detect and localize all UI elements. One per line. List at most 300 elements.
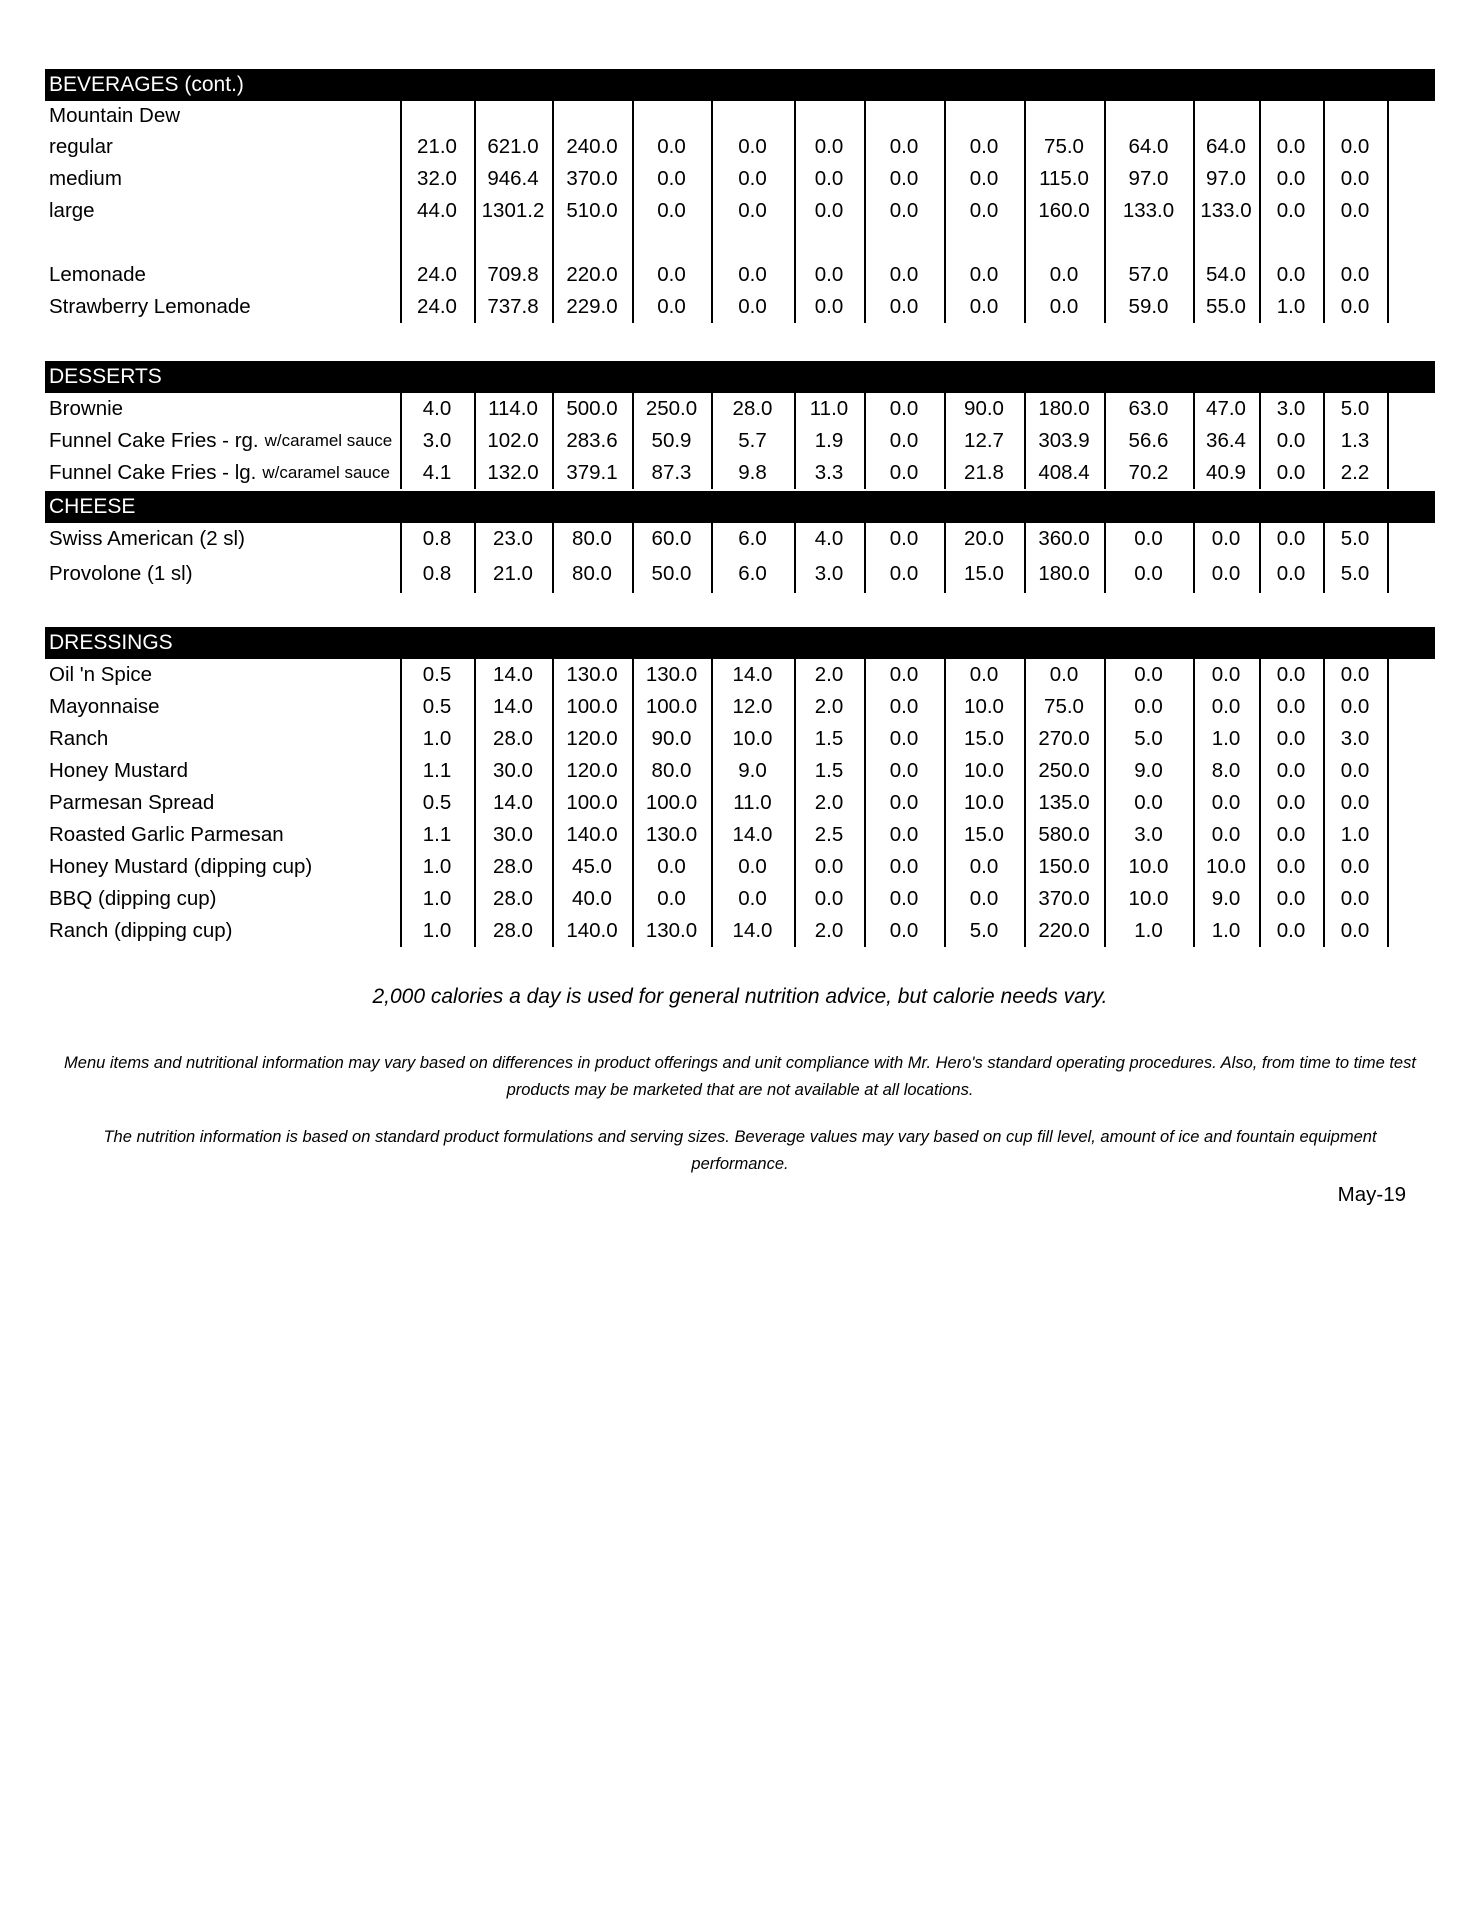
value-cell: 0.0 [738,263,767,286]
value-cell: 0.0 [1340,791,1370,814]
value-cell: 0.0 [1276,919,1306,942]
value-cell: 132.0 [487,461,539,484]
date-stamp: May-19 [1337,1183,1406,1206]
value-cell: 0.0 [889,695,919,718]
value-cell: 0.8 [422,562,452,585]
value-cell: 21.8 [964,461,1004,484]
value-cell: 0.0 [889,663,919,686]
value-cell: 737.8 [487,295,539,318]
table-row [45,755,1435,787]
value-cell: 70.2 [1128,461,1169,484]
item-name-text: Funnel Cake Fries - rg. [49,429,259,452]
value-cell: 0.0 [1276,887,1306,910]
item-name-text: Funnel Cake Fries - lg. [49,461,257,484]
value-cell: 12.0 [732,695,773,718]
value-cell: 0.0 [1276,562,1306,585]
value-cell: 0.0 [1276,663,1306,686]
value-cell: 54.0 [1206,263,1246,286]
value-cell: 0.0 [1340,695,1370,718]
item-name [49,755,188,787]
value-cell: 140.0 [566,919,618,942]
value-cell: 4.0 [814,527,844,550]
section-body [45,393,1435,489]
value-cell: 130.0 [566,663,618,686]
value-cell: 0.0 [1211,791,1241,814]
value-cell: 1.5 [814,759,844,782]
value-cell: 28.0 [732,397,773,420]
value-cell: 10.0 [964,791,1004,814]
section-desserts [45,361,1435,489]
value-cell: 97.0 [1128,167,1169,190]
value-cell: 10.0 [964,695,1004,718]
value-cell: 1.1 [422,759,452,782]
value-cell: 115.0 [1039,167,1089,190]
value-cell: 283.6 [566,429,618,452]
value-cell: 0.0 [738,135,767,158]
value-cell: 0.0 [814,887,844,910]
item-name-text: Roasted Garlic Parmesan [49,823,284,846]
value-cell: 0.0 [969,135,999,158]
value-cell: 40.9 [1206,461,1246,484]
value-cell: 2.2 [1340,461,1370,484]
value-cell: 133.0 [1200,199,1252,222]
table-row [45,457,1435,489]
table-row [45,851,1435,883]
value-cell: 0.0 [814,167,844,190]
item-name [49,259,146,291]
value-cell: 0.0 [1276,461,1306,484]
item-name [49,523,245,555]
value-cell: 90.0 [651,727,692,750]
value-cell: 5.0 [969,919,999,942]
value-cell: 180.0 [1038,562,1090,585]
value-cell: 1.0 [1211,919,1241,942]
table-row [45,425,1435,457]
value-cell: 135.0 [1038,791,1090,814]
table-row [45,195,1435,227]
value-cell: 5.0 [1134,727,1163,750]
value-cell: 14.0 [732,823,773,846]
section-cheese [45,491,1435,593]
value-cell: 14.0 [493,695,533,718]
item-name-text: BBQ (dipping cup) [49,887,217,910]
value-cell: 10.0 [732,727,773,750]
value-cell: 370.0 [1038,887,1090,910]
value-cell: 220.0 [566,263,618,286]
value-cell: 63.0 [1128,397,1169,420]
value-cell: 0.0 [1049,295,1079,318]
value-cell: 5.7 [738,429,767,452]
table-row [45,259,1435,291]
value-cell: 80.0 [572,527,612,550]
value-cell: 21.0 [417,135,457,158]
value-cell: 4.0 [422,397,452,420]
table-row [45,393,1435,425]
item-note: w/caramel sauce [264,431,393,450]
value-cell: 3.0 [422,429,452,452]
section-header: DRESSINGS [45,627,1435,659]
value-cell: 0.0 [1340,199,1370,222]
value-cell: 0.5 [422,695,452,718]
table-row [45,163,1435,195]
value-cell: 45.0 [572,855,612,878]
value-cell: 100.0 [566,695,618,718]
value-cell: 0.0 [889,791,919,814]
value-cell: 6.0 [738,527,767,550]
value-cell: 0.0 [889,295,919,318]
value-cell: 3.0 [1340,727,1370,750]
value-cell: 1.0 [422,855,452,878]
value-cell: 12.7 [964,429,1004,452]
value-cell: 40.0 [572,887,612,910]
value-cell: 0.0 [657,199,686,222]
value-cell: 100.0 [645,791,698,814]
item-name [49,457,390,489]
value-cell: 1.0 [1211,727,1241,750]
table-row [45,883,1435,915]
table-row [45,819,1435,851]
value-cell: 55.0 [1206,295,1246,318]
item-name [49,691,160,723]
item-name-text: regular [49,135,113,158]
value-cell: 0.0 [1340,263,1370,286]
value-cell: 28.0 [493,919,533,942]
value-cell: 15.0 [964,727,1004,750]
value-cell: 0.0 [738,887,767,910]
value-cell: 150.0 [1038,855,1090,878]
value-cell: 10.0 [1128,855,1169,878]
item-name [49,787,214,819]
value-cell: 270.0 [1038,727,1090,750]
section-dressings [45,627,1435,947]
value-cell: 0.0 [814,199,844,222]
item-name [49,819,284,851]
value-cell: 0.0 [889,397,919,420]
value-cell: 6.0 [738,562,767,585]
value-cell: 0.0 [1276,429,1306,452]
item-name-text: Ranch [49,727,109,750]
value-cell: 0.0 [889,461,919,484]
value-cell: 0.0 [1049,263,1079,286]
value-cell: 30.0 [493,759,533,782]
item-name-text: Swiss American (2 sl) [49,527,245,550]
value-cell: 87.3 [651,461,692,484]
value-cell: 229.0 [566,295,618,318]
subheading-label [49,101,180,131]
value-cell: 32.0 [417,167,457,190]
value-cell: 0.0 [1276,135,1306,158]
value-cell: 3.3 [814,461,844,484]
value-cell: 11.0 [809,397,849,420]
value-cell: 3.0 [814,562,844,585]
table-row [45,723,1435,755]
value-cell: 2.0 [814,695,844,718]
value-cell: 0.0 [969,263,999,286]
value-cell: 0.0 [1211,527,1241,550]
table-row [45,291,1435,323]
value-cell: 9.8 [738,461,767,484]
value-cell: 1.3 [1340,429,1370,452]
value-cell: 621.0 [487,135,539,158]
item-name-text: Honey Mustard [49,759,189,782]
value-cell: 160.0 [1038,199,1090,222]
value-cell: 15.0 [964,562,1004,585]
value-cell: 0.0 [657,263,686,286]
value-cell: 0.0 [657,135,686,158]
value-cell: 0.8 [422,527,452,550]
value-cell: 102.0 [487,429,539,452]
value-cell: 97.0 [1206,167,1246,190]
value-cell: 1.1 [422,823,452,846]
value-cell: 1301.2 [481,199,545,222]
value-cell: 130.0 [645,663,698,686]
table-row [45,659,1435,691]
item-name [49,291,251,323]
calorie-note: 2,000 calories a day is used for general nutrition advice, but calorie needs vary. [372,985,1108,1008]
value-cell: 0.0 [969,295,999,318]
value-cell: 0.0 [889,527,919,550]
table-row [45,915,1435,947]
value-cell: 510.0 [566,199,618,222]
value-cell: 50.0 [651,562,692,585]
value-cell: 21.0 [493,562,533,585]
value-cell: 0.0 [889,199,919,222]
table-row [45,523,1435,555]
value-cell: 3.0 [1276,397,1306,420]
value-cell: 0.0 [889,887,919,910]
disclaimer-nutrition-basis: The nutrition information is based on standard product formulations and serving sizes. Beverage values may vary based on cup fill level, amount of ice and fountain equipment performance. [103,1128,1377,1173]
value-cell: 0.0 [969,663,999,686]
value-cell: 0.0 [889,919,919,942]
value-cell: 44.0 [417,199,457,222]
value-cell: 1.0 [1340,823,1370,846]
value-cell: 10.0 [1206,855,1246,878]
value-cell: 20.0 [964,527,1004,550]
value-cell: 0.0 [1211,695,1241,718]
table-row [45,691,1435,723]
value-cell: 60.0 [651,527,692,550]
value-cell: 75.0 [1044,695,1084,718]
value-cell: 120.0 [566,759,618,782]
item-name-text: Ranch (dipping cup) [49,919,233,942]
value-cell: 1.0 [1276,295,1306,318]
value-cell: 0.5 [422,791,452,814]
value-cell: 14.0 [732,663,773,686]
value-cell: 0.0 [1134,527,1163,550]
item-name [49,131,113,163]
value-cell: 0.0 [814,135,844,158]
section-header: CHEESE [45,491,1435,523]
value-cell: 5.0 [1340,527,1370,550]
value-cell: 0.0 [1340,663,1370,686]
value-cell: 0.0 [738,855,767,878]
value-cell: 946.4 [487,167,539,190]
value-cell: 0.0 [738,295,767,318]
item-name [49,851,312,883]
item-name-text: Oil 'n Spice [49,663,153,686]
item-name-text: Mayonnaise [49,695,160,718]
value-cell: 0.0 [1276,263,1306,286]
value-cell: 9.0 [1134,759,1163,782]
value-cell: 0.0 [1276,855,1306,878]
value-cell: 57.0 [1128,263,1169,286]
item-name-text: Brownie [49,397,124,420]
value-cell: 0.0 [889,759,919,782]
value-cell: 0.0 [1134,695,1163,718]
item-name [49,163,122,195]
value-cell: 133.0 [1122,199,1175,222]
section-beverages [45,69,1435,323]
value-cell: 0.0 [657,295,686,318]
value-cell: 4.1 [422,461,452,484]
value-cell: 15.0 [964,823,1004,846]
value-cell: 0.0 [738,167,767,190]
value-cell: 180.0 [1038,397,1090,420]
value-cell: 0.0 [1340,295,1370,318]
value-cell: 0.0 [889,562,919,585]
value-cell: 0.0 [889,167,919,190]
value-cell: 0.0 [889,135,919,158]
value-cell: 8.0 [1211,759,1241,782]
value-cell: 0.0 [889,823,919,846]
value-cell: 2.0 [814,663,844,686]
value-cell: 240.0 [566,135,618,158]
value-cell: 0.0 [969,887,999,910]
value-cell: 3.0 [1134,823,1163,846]
value-cell: 80.0 [572,562,612,585]
value-cell: 0.0 [814,263,844,286]
value-cell: 64.0 [1128,135,1169,158]
item-note: w/caramel sauce [262,463,390,482]
value-cell: 0.0 [738,199,767,222]
value-cell: 303.9 [1038,429,1090,452]
table-row [45,787,1435,819]
value-cell: 0.0 [1340,135,1370,158]
value-cell: 75.0 [1044,135,1084,158]
value-cell: 10.0 [1128,887,1169,910]
value-cell: 500.0 [566,397,618,420]
item-name [49,915,232,947]
value-cell: 0.0 [889,727,919,750]
item-name [49,723,108,755]
value-cell: 14.0 [493,663,533,686]
value-cell: 9.0 [1211,887,1241,910]
value-cell: 0.0 [1211,823,1241,846]
value-cell: 0.0 [1340,167,1370,190]
value-cell: 0.0 [969,855,999,878]
section-body [45,101,1435,323]
item-name-text: Honey Mustard (dipping cup) [49,855,313,878]
item-name [49,425,392,457]
item-name-text: Lemonade [49,263,146,286]
value-cell: 0.0 [1276,199,1306,222]
value-cell: 0.5 [422,663,452,686]
value-cell: 0.0 [1340,759,1370,782]
value-cell: 24.0 [417,263,457,286]
value-cell: 47.0 [1206,397,1246,420]
value-cell: 360.0 [1038,527,1090,550]
value-cell: 250.0 [645,397,698,420]
value-cell: 0.0 [1211,663,1241,686]
value-cell: 90.0 [964,397,1004,420]
value-cell: 56.6 [1128,429,1169,452]
value-cell: 1.0 [422,919,452,942]
spacer-row [45,227,1435,259]
value-cell: 30.0 [493,823,533,846]
item-name-text: Strawberry Lemonade [49,295,251,318]
item-name-text: medium [49,167,122,190]
value-cell: 0.0 [814,855,844,878]
value-cell: 0.0 [1134,791,1163,814]
item-name-text: large [49,199,95,222]
value-cell: 0.0 [1340,887,1370,910]
value-cell: 11.0 [733,791,772,814]
value-cell: 580.0 [1038,823,1090,846]
value-cell: 1.5 [814,727,844,750]
section-header: BEVERAGES (cont.) [45,69,1435,101]
value-cell: 130.0 [645,823,698,846]
value-cell: 0.0 [1340,919,1370,942]
value-cell: 80.0 [651,759,692,782]
value-cell: 250.0 [1038,759,1090,782]
value-cell: 379.1 [566,461,618,484]
value-cell: 0.0 [1276,727,1306,750]
value-cell: 0.0 [1276,759,1306,782]
value-cell: 370.0 [566,167,618,190]
value-cell: 28.0 [493,727,533,750]
value-cell: 0.0 [1276,823,1306,846]
value-cell: 0.0 [889,855,919,878]
value-cell: 0.0 [969,199,999,222]
section-header: DESSERTS [45,361,1435,393]
value-cell: 0.0 [657,167,686,190]
value-cell: 14.0 [493,791,533,814]
value-cell: 0.0 [657,887,686,910]
subheading-row [45,101,1435,131]
value-cell: 100.0 [645,695,698,718]
value-cell: 9.0 [738,759,767,782]
value-cell: 0.0 [814,295,844,318]
value-cell: 0.0 [1276,791,1306,814]
value-cell: 0.0 [1340,855,1370,878]
value-cell: 0.0 [1134,663,1163,686]
item-name-text: Provolone (1 sl) [49,562,193,585]
value-cell: 100.0 [566,791,618,814]
item-name-text: Parmesan Spread [49,791,215,814]
value-cell: 2.5 [814,823,844,846]
value-cell: 0.0 [1276,527,1306,550]
section-body [45,523,1435,593]
value-cell: 0.0 [1211,562,1241,585]
value-cell: 130.0 [645,919,698,942]
item-name-text: Mountain Dew [49,104,181,127]
section-body [45,659,1435,947]
value-cell: 0.0 [657,855,686,878]
value-cell: 24.0 [417,295,457,318]
value-cell: 1.0 [1134,919,1163,942]
value-cell: 709.8 [487,263,539,286]
value-cell: 2.0 [814,919,844,942]
table-row [45,131,1435,163]
value-cell: 64.0 [1206,135,1246,158]
value-cell: 408.4 [1038,461,1090,484]
value-cell: 0.0 [1276,167,1306,190]
disclaimer-menu-variation: Menu items and nutritional information may vary based on differences in product offerings and unit compliance with Mr. Hero's standard operating procedures. Also, from time to time test products may be marketed that are not available at all locations. [64,1054,1416,1099]
value-cell: 1.0 [422,727,452,750]
value-cell: 5.0 [1340,397,1370,420]
value-cell: 0.0 [889,263,919,286]
value-cell: 140.0 [566,823,618,846]
